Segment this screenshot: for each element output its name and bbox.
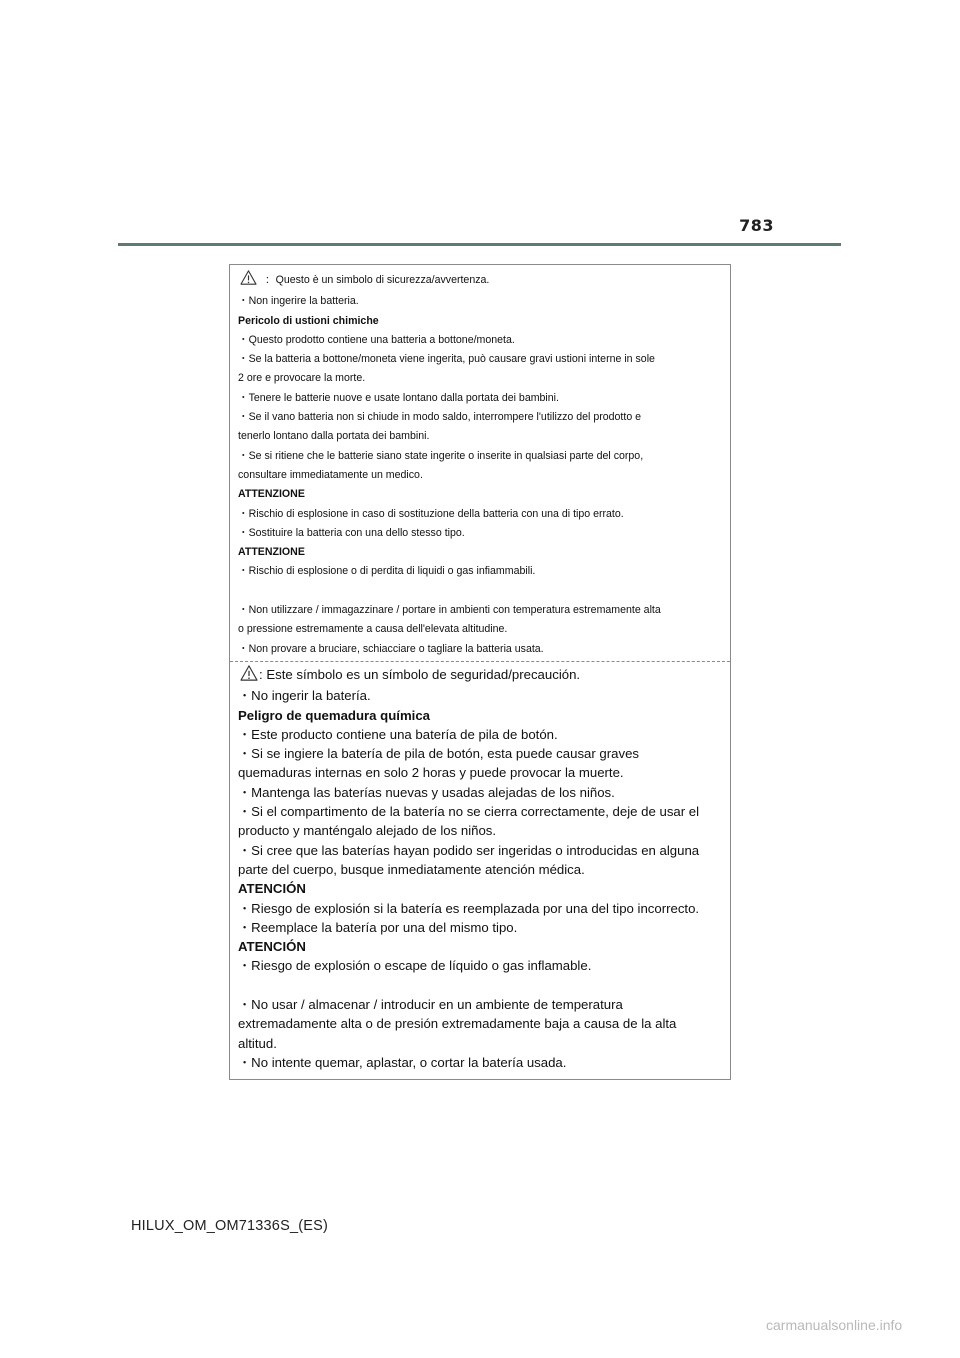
document-code: HILUX_OM_OM71336S_(ES) (131, 1218, 329, 1234)
spanish-line-text: ・Este producto contiene una batería de pila de botón. (238, 726, 558, 742)
spanish-text-line (238, 1034, 716, 1053)
italian-line-text: ・Questo prodotto contiene una batteria a bottone/moneta. (238, 333, 515, 346)
italian-text-line (238, 505, 716, 524)
spanish-line-text: Peligro de quemadura química (238, 707, 430, 723)
spanish-text-line (238, 725, 716, 744)
spanish-line-text: ・No ingerir la batería. (238, 688, 371, 704)
italian-text-line (238, 408, 716, 427)
italian-text-line (238, 524, 716, 543)
spanish-text-line (238, 841, 716, 860)
italian-text-line (238, 466, 716, 485)
warning-triangle-icon (240, 665, 258, 686)
italian-text-line (238, 447, 716, 466)
spanish-line-text: ATENCIÓN (238, 881, 306, 897)
italian-text-line (238, 270, 716, 292)
spanish-text-line (238, 918, 716, 937)
italian-text-line (238, 350, 716, 369)
spanish-text-line (238, 1053, 716, 1072)
spanish-text-line (238, 763, 716, 782)
spanish-line-text: altitud. (238, 1035, 277, 1051)
italian-text-line (238, 331, 716, 350)
spanish-line-text: ・Si cree que las baterías hayan podido ser ingeridas o introducidas en alguna (238, 842, 700, 858)
spanish-warning-section (230, 662, 730, 1072)
italian-warning-section (230, 265, 730, 662)
spanish-line-text: ・No usar / almacenar / introducir en un ambiente de temperatura (238, 997, 623, 1013)
spanish-text-line (238, 1014, 716, 1033)
spanish-line-text: ・Riesgo de explosión si la batería es reemplazada por una del tipo incorrecto. (238, 900, 700, 916)
italian-line-text: ATTENZIONE (238, 488, 305, 501)
spanish-text-line (238, 821, 716, 840)
italian-line-text: ：Questo è un simbolo di sicurezza/avvertenza. (265, 274, 490, 286)
italian-line-text: ・Se si ritiene che le batterie siano state ingerite o inserite in qualsiasi parte del corpo, (238, 449, 644, 462)
spanish-line-text: producto y manténgalo alejado de los niños. (238, 823, 497, 839)
italian-text-line (238, 601, 716, 620)
spanish-text-line (238, 995, 716, 1014)
italian-heading (238, 485, 716, 504)
spanish-text-line (238, 686, 716, 705)
italian-line-text: tenerlo lontano dalla portata dei bambini. (238, 430, 430, 443)
spanish-line-text: ATENCIÓN (238, 939, 306, 955)
spanish-line-text: : Este símbolo es un símbolo de seguridad/precaución. (259, 667, 581, 682)
watermark: carmanualsonline.info (766, 1317, 903, 1333)
spanish-text-line (238, 665, 716, 686)
italian-text-line (238, 640, 716, 659)
spanish-heading (238, 706, 716, 725)
italian-line-text: consultare immediatamente un medico. (238, 468, 423, 481)
italian-text-line (238, 427, 716, 446)
spanish-line-text: ・Riesgo de explosión o escape de líquido o gas inflamable. (238, 958, 592, 974)
spanish-line-text: parte del cuerpo, busque inmediatamente atención médica. (238, 861, 585, 877)
italian-line-text: ・Non ingerire la batteria. (238, 295, 359, 308)
spanish-heading (238, 937, 716, 956)
spanish-line-text: ・Reemplace la batería por una del mismo tipo. (238, 919, 518, 935)
spanish-text-line (238, 956, 716, 975)
italian-line-text: ・Sostituire la batteria con una dello stesso tipo. (238, 526, 465, 539)
battery-warning-box (229, 264, 731, 1080)
spanish-line-text: quemaduras internas en solo 2 horas y puede provocar la muerte. (238, 765, 624, 781)
italian-line-text: o pressione estremamente a causa dell'elevata altitudine. (238, 623, 508, 636)
italian-heading (238, 312, 716, 331)
header-rule (118, 243, 841, 246)
italian-line-text: Pericolo di ustioni chimiche (238, 314, 379, 327)
italian-text-line (238, 369, 716, 388)
spanish-text-line (238, 802, 716, 821)
spanish-text-line (238, 860, 716, 879)
spanish-text-line (238, 899, 716, 918)
spanish-line-text: ・Si el compartimento de la batería no se cierra correctamente, deje de usar el (238, 804, 700, 820)
italian-line-text: ・Rischio di esplosione in caso di sostituzione della batteria con una di tipo errato. (238, 507, 624, 520)
italian-line-text: ・Se il vano batteria non si chiude in modo saldo, interrompere l'utilizzo del prodotto e (238, 411, 642, 424)
italian-text-line (238, 562, 716, 581)
italian-heading (238, 543, 716, 562)
spanish-text-line (238, 744, 716, 763)
spanish-spacer (238, 976, 716, 995)
italian-line-text: ・Rischio di esplosione o di perdita di liquidi o gas infiammabili. (238, 565, 536, 578)
page-number: 783 (739, 216, 774, 235)
italian-line-text: ・Non utilizzare / immagazzinare / portare in ambienti con temperatura estremamente alta (238, 604, 661, 617)
italian-text-line (238, 389, 716, 408)
italian-line-text: ・Se la batteria a bottone/moneta viene ingerita, può causare gravi ustioni interne in sole (238, 353, 655, 366)
spanish-line-text: extremadamente alta o de presión extremadamente baja a causa de la alta (238, 1016, 677, 1032)
spanish-text-line (238, 783, 716, 802)
italian-line-text: ・Tenere le batterie nuove e usate lontano dalla portata dei bambini. (238, 391, 559, 404)
italian-line-text: ATTENZIONE (238, 546, 305, 559)
italian-text-line (238, 620, 716, 639)
spanish-line-text: ・Mantenga las baterías nuevas y usadas alejadas de los niños. (238, 784, 615, 800)
spanish-line-text: ・No intente quemar, aplastar, o cortar la batería usada. (238, 1054, 567, 1070)
italian-text-line (238, 292, 716, 311)
warning-triangle-icon (240, 270, 257, 292)
spanish-heading (238, 879, 716, 898)
italian-line-text: ・Non provare a bruciare, schiacciare o tagliare la batteria usata. (238, 642, 544, 655)
italian-spacer (238, 582, 716, 601)
italian-line-text: 2 ore e provocare la morte. (238, 372, 366, 385)
spanish-line-text: ・Si se ingiere la batería de pila de botón, esta puede causar graves (238, 746, 640, 762)
